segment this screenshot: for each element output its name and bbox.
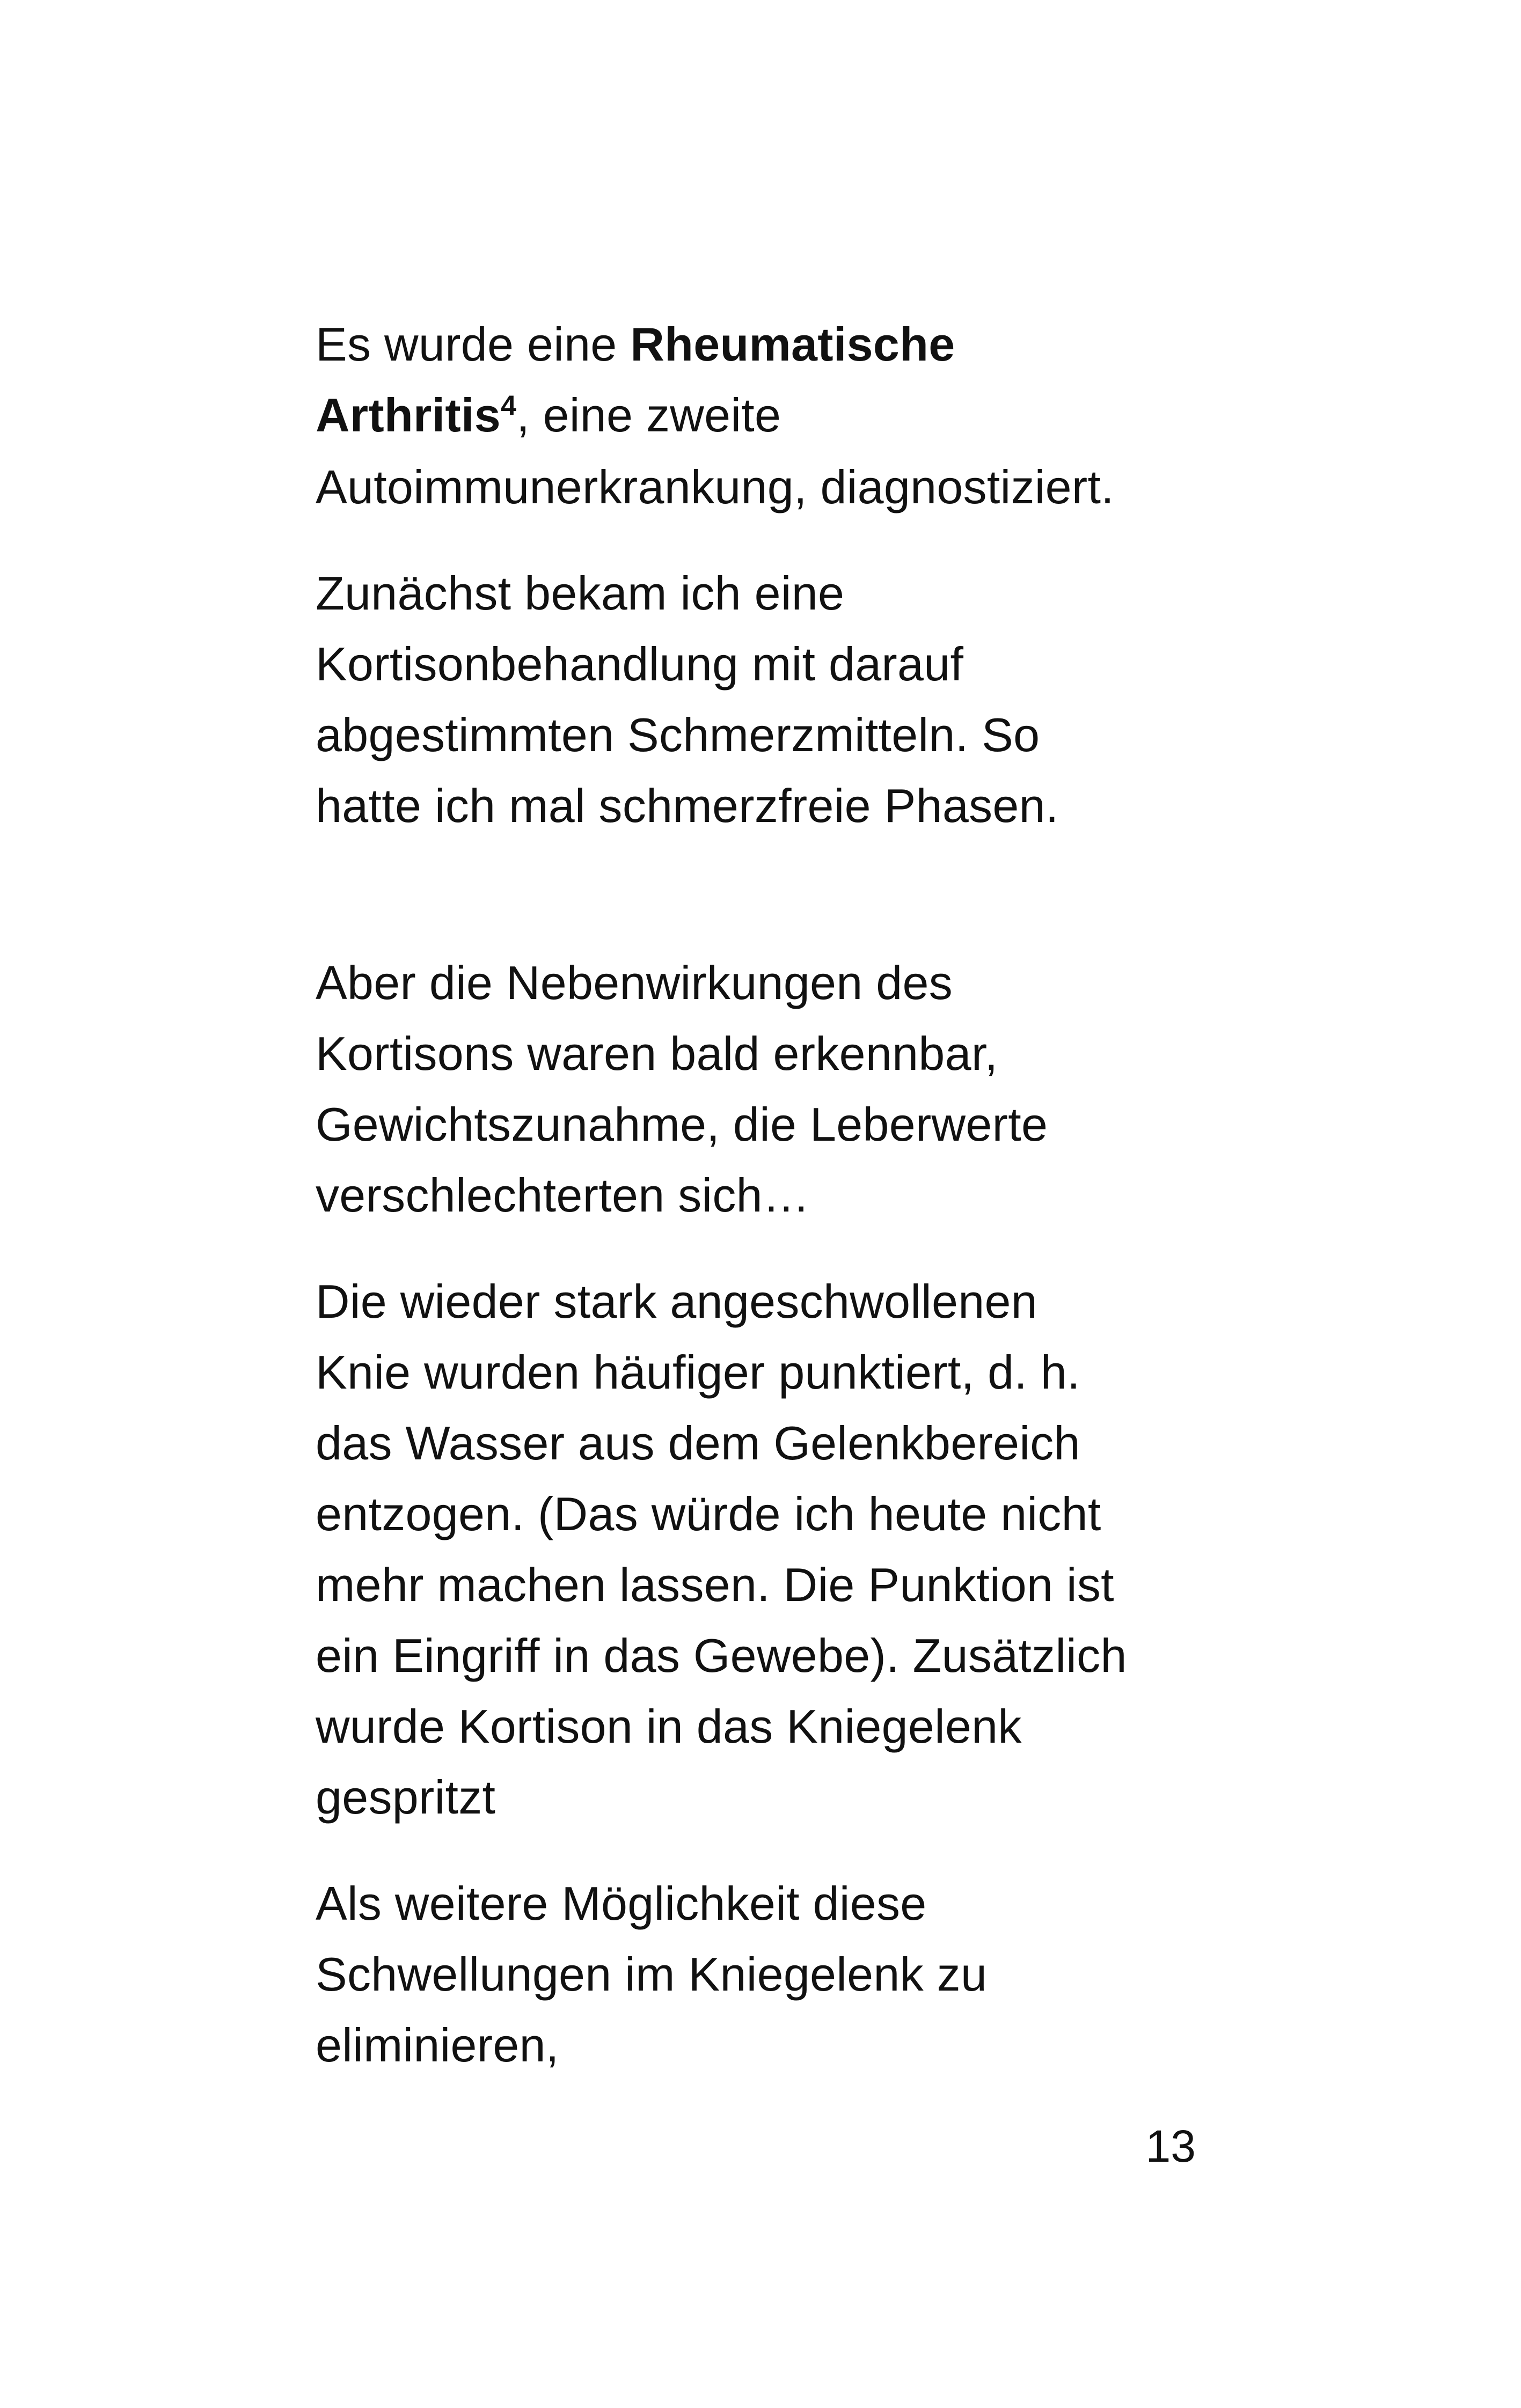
paragraph-1-line-1	[316, 318, 955, 371]
paragraph-4-line-7: wurde Kortison in das Kniegelenk	[316, 1700, 1022, 1753]
paragraph-1-line-2	[316, 388, 781, 442]
paragraph-3-line-4: verschlechterten sich…	[316, 1169, 810, 1222]
paragraph-5-line-1: Als weitere Möglichkeit diese	[316, 1877, 927, 1930]
page-number: 13	[1145, 2121, 1196, 2171]
bold-term: Rheumatische	[630, 318, 955, 371]
paragraph-2-line-4: hatte ich mal schmerzfreie Phasen.	[316, 779, 1059, 832]
line-text: , eine zweite	[516, 388, 781, 442]
paragraph-2-line-3: abgestimmten Schmerzmitteln. So	[316, 708, 1040, 761]
paragraph-4-line-2: Knie wurden häufiger punktiert, d. h.	[316, 1346, 1080, 1399]
paragraph-5-line-3: eliminieren,	[316, 2018, 559, 2072]
paragraph-4-line-4: entzogen. (Das würde ich heute nicht	[316, 1487, 1101, 1540]
paragraph-4-line-6: ein Eingriff in das Gewebe). Zusätzlich	[316, 1629, 1127, 1682]
bold-term: Arthritis	[316, 388, 501, 442]
paragraph-3-line-1: Aber die Nebenwirkungen des	[316, 956, 953, 1009]
paragraph-4-line-8: gespritzt	[316, 1771, 496, 1824]
paragraph-1-line-3: Autoimmunerkrankung, diagnostiziert.	[316, 460, 1114, 513]
paragraph-3-line-3: Gewichtszunahme, die Leberwerte	[316, 1098, 1048, 1151]
line-text: Es wurde eine	[316, 318, 631, 371]
paragraph-4-line-1: Die wieder stark angeschwollenen	[316, 1275, 1037, 1328]
paragraph-2-line-2: Kortisonbehandlung mit darauf	[316, 637, 964, 691]
paragraph-3-line-2: Kortisons waren bald erkennbar,	[316, 1027, 998, 1080]
footnote-marker: 4	[500, 390, 517, 422]
paragraph-4-line-3: das Wasser aus dem Gelenkbereich	[316, 1416, 1080, 1470]
paragraph-2-line-1: Zunächst bekam ich eine	[316, 567, 845, 620]
paragraph-4-line-5: mehr machen lassen. Die Punktion ist	[316, 1558, 1114, 1611]
paragraph-5-line-2: Schwellungen im Kniegelenk zu	[316, 1948, 988, 2001]
